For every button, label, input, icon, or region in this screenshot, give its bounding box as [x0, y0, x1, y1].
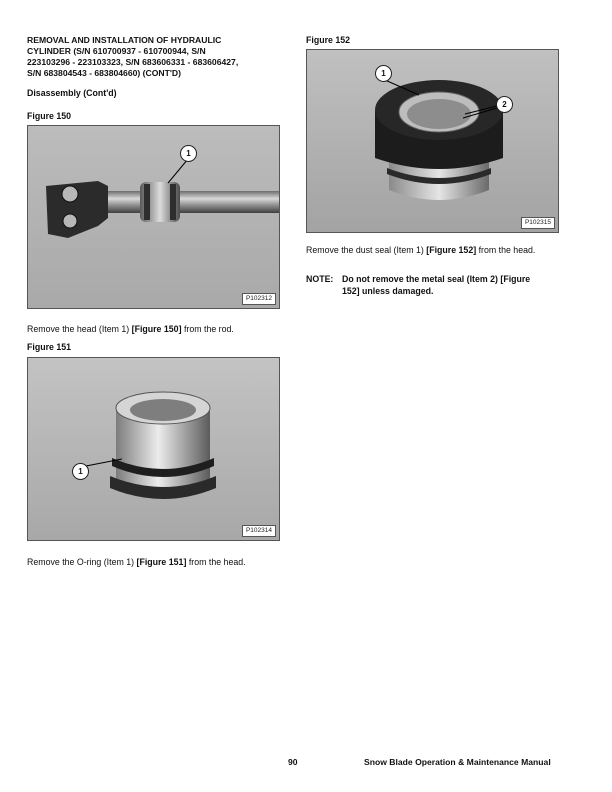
subheading: Disassembly (Cont'd) [27, 88, 117, 98]
note-block [306, 273, 558, 297]
cylinder-rod-illustration [28, 126, 279, 308]
figure-reference: [Figure 150] [131, 324, 182, 334]
instruction-text: from the rod. [181, 324, 234, 334]
instruction-text: from the head. [476, 245, 536, 255]
figure-151-callout-1: 1 [72, 463, 89, 480]
heading-line-1: REMOVAL AND INSTALLATION OF HYDRAULIC [27, 35, 222, 45]
note-line-2: 152] unless damaged. [342, 286, 434, 296]
instruction-remove-oring [27, 556, 246, 568]
figure-152-callout-2: 2 [496, 96, 513, 113]
section-heading [27, 35, 289, 79]
instruction-text: Remove the dust seal (Item 1) [306, 245, 427, 255]
figure-152-label: Figure 152 [306, 35, 351, 45]
heading-line-3: 223103296 - 223103323, S/N 683606331 - 683606427, [27, 57, 239, 67]
heading-line-2: CYLINDER (S/N 610700937 - 610700944, S/N [27, 46, 206, 56]
figure-150-code: P102312 [242, 293, 276, 305]
figure-152-code: P102315 [521, 217, 555, 229]
figure-152-callout-1: 1 [375, 65, 392, 82]
figure-151-label: Figure 151 [27, 342, 72, 352]
heading-line-4: S/N 683804543 - 683804660) (CONT'D) [27, 68, 181, 78]
figure-150-label: Figure 150 [27, 111, 72, 121]
figure-151-code: P102314 [242, 525, 276, 537]
figure-reference: [Figure 151] [136, 557, 187, 567]
figure-150-photo [27, 125, 280, 309]
note-label: NOTE: [306, 274, 334, 284]
page-number: 90 [288, 757, 298, 767]
note-line-1: Do not remove the metal seal (Item 2) [Figure [342, 274, 531, 284]
instruction-text: Remove the head (Item 1) [27, 324, 132, 334]
cylinder-head-oring-illustration [28, 358, 279, 540]
figure-151-photo [27, 357, 280, 541]
figure-152-photo [306, 49, 559, 233]
figure-reference: [Figure 152] [426, 245, 477, 255]
manual-title: Snow Blade Operation & Maintenance Manual [364, 757, 551, 767]
instruction-text: from the head. [186, 557, 246, 567]
figure-150-callout-1: 1 [180, 145, 197, 162]
instruction-text: Remove the O-ring (Item 1) [27, 557, 137, 567]
cylinder-head-seals-illustration [307, 50, 558, 232]
instruction-remove-dust-seal [306, 244, 557, 256]
instruction-remove-head [27, 323, 234, 335]
